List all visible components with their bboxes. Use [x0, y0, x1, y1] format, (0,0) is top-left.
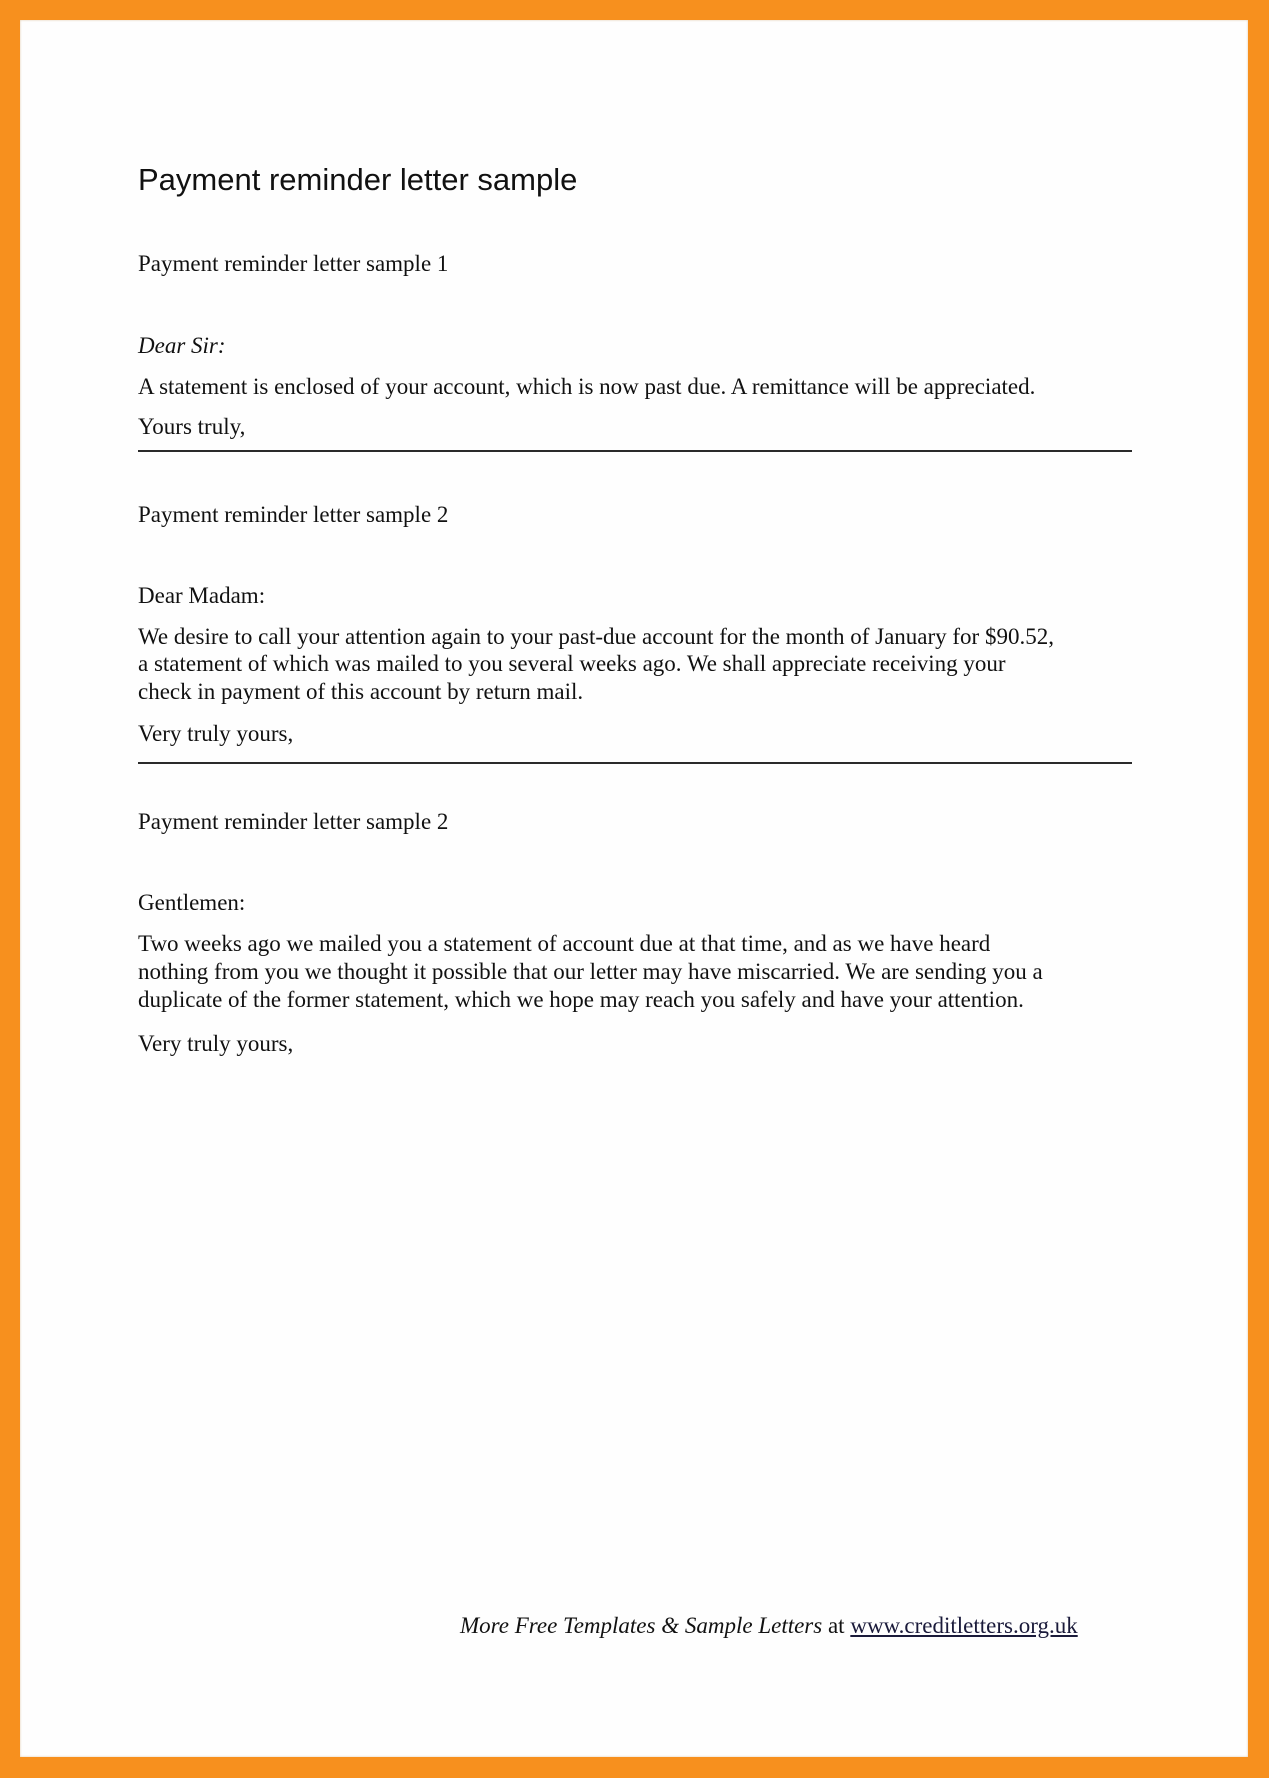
letter-3-body-line-3: duplicate of the former statement, which we hope may reach you safely and have your attention.: [138, 987, 1024, 1012]
footer-website-link[interactable]: www.creditletters.org.uk: [850, 1613, 1078, 1638]
letter-2-body-line-2: a statement of which was mailed to you several weeks ago. We shall appreciate receiving your: [138, 651, 1006, 676]
letter-2-body-line-1: We desire to call your attention again to your past-due account for the month of January for $90.52,: [138, 624, 1054, 649]
letter-1-body-line-1: A statement is enclosed of your account, which is now past due. A remittance will be appreciated.: [138, 374, 1036, 399]
footer-connector: at: [822, 1613, 851, 1638]
document-page: [20, 20, 1248, 1757]
letter-1-closing: Yours truly,: [138, 414, 246, 439]
letter-2-body-line-3: check in payment of this account by return mail.: [138, 679, 584, 704]
letter-2-salutation: Dear Madam:: [138, 583, 266, 608]
letter-3-salutation: Gentlemen:: [138, 890, 246, 915]
document-title: Payment reminder letter sample: [138, 162, 578, 197]
letter-2-heading: Payment reminder letter sample 2: [138, 502, 449, 527]
footer: [460, 1613, 1078, 1639]
letter-2-closing: Very truly yours,: [138, 721, 294, 746]
letter-1-salutation: Dear Sir:: [138, 333, 226, 358]
separator-rule-2: [138, 762, 1132, 764]
footer-promo-text: More Free Templates & Sample Letters: [460, 1613, 823, 1638]
letter-3-body-line-1: Two weeks ago we mailed you a statement of account due at that time, and as we have heard: [138, 931, 991, 956]
separator-rule-1: [138, 450, 1132, 452]
letter-1-heading: Payment reminder letter sample 1: [138, 251, 449, 276]
letter-3-body-line-2: nothing from you we thought it possible that our letter may have miscarried. We are sending you a: [138, 959, 1043, 984]
letter-3-closing: Very truly yours,: [138, 1031, 294, 1056]
letter-3-heading: Payment reminder letter sample 2: [138, 809, 449, 834]
